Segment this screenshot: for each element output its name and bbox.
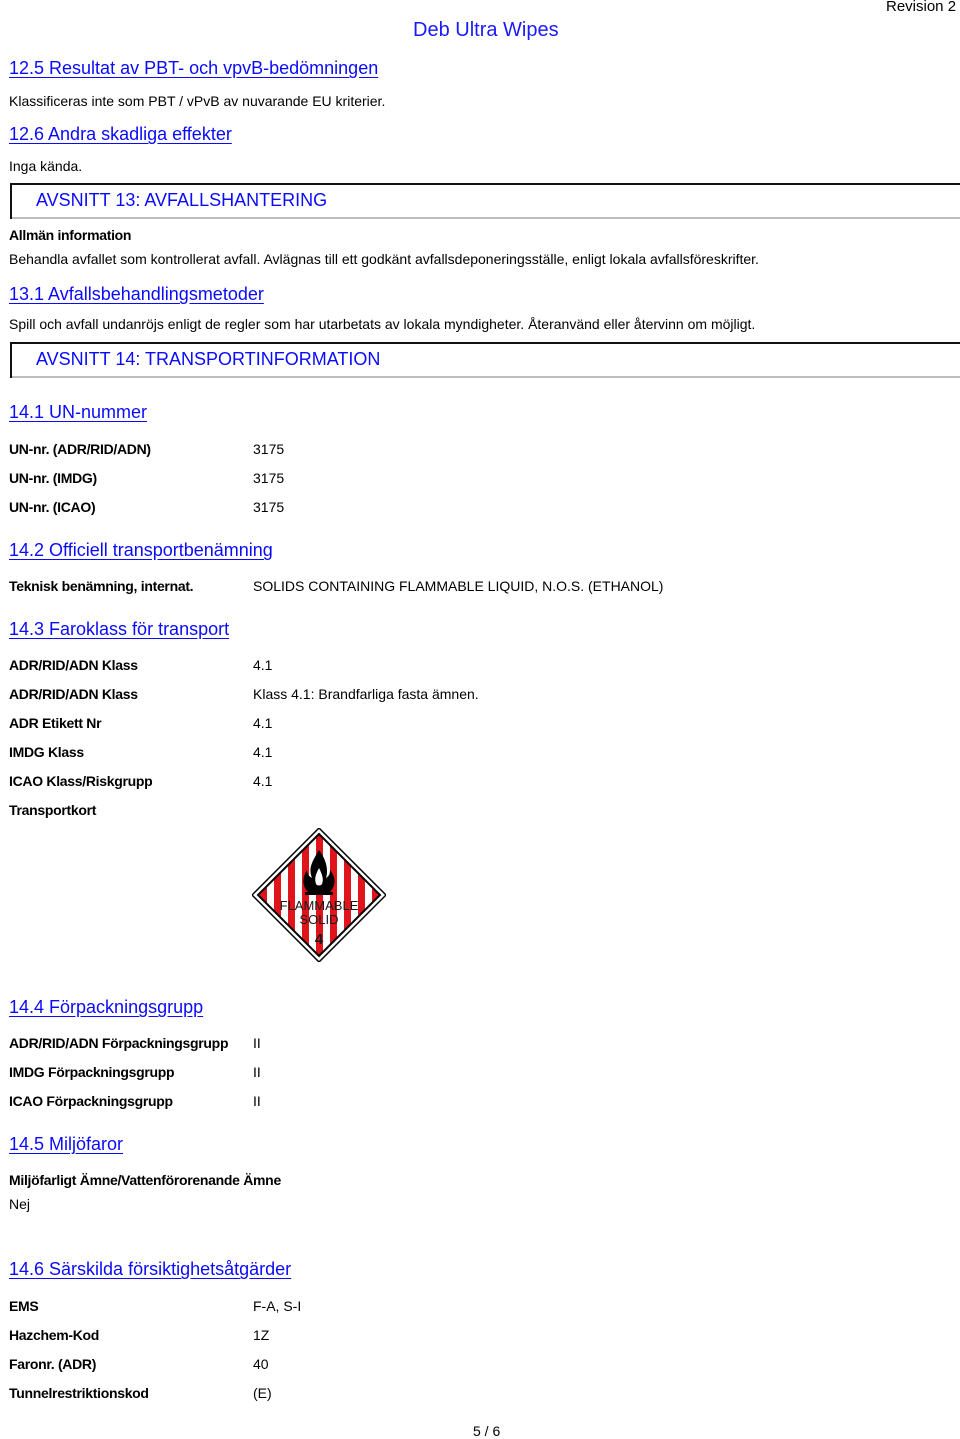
un-nr-adr-value: 3175 [253,441,285,457]
un-nr-adr-label: UN-nr. (ADR/RID/ADN) [9,441,151,457]
hazchem-value: 1Z [253,1327,270,1343]
ems-label: EMS [9,1298,39,1314]
env-hazard-value: Nej [9,1196,31,1212]
placard-stripe [344,828,351,962]
heading-14-4: 14.4 Förpackningsgrupp [9,997,204,1017]
page-number: 5 / 6 [473,1423,501,1439]
icao-class-value: 4.1 [253,773,273,789]
adr-class-value: 4.1 [253,657,273,673]
un-nr-icao-label: UN-nr. (ICAO) [9,499,96,515]
adr-packing-label: ADR/RID/ADN Förpackningsgrupp [9,1035,229,1051]
placard-stripe [260,828,267,962]
heading-12-5: 12.5 Resultat av PBT- och vpvB-bedömningen [9,58,379,78]
placard-line2: SOLID [299,912,339,927]
section-13-band [10,183,960,219]
heading-12-6: 12.6 Andra skadliga effekter [9,124,232,144]
document-title: Deb Ultra Wipes [413,19,559,41]
heading-13-1: 13.1 Avfallsbehandlingsmetoder [9,284,264,304]
un-nr-imdg-value: 3175 [253,470,285,486]
placard-stripe [274,828,281,962]
transport-card-label: Transportkort [9,802,97,818]
imdg-packing-label: IMDG Förpackningsgrupp [9,1064,175,1080]
imdg-class-value: 4.1 [253,744,273,760]
ems-value: F-A, S-I [253,1298,302,1314]
imdg-class-label: IMDG Klass [9,744,84,760]
technical-name-label: Teknisk benämning, internat. [9,578,194,594]
placard-stripe [372,828,379,962]
section-14-title: AVSNITT 14: TRANSPORTINFORMATION [36,349,381,369]
revision-label: Revision 2 [886,0,957,15]
hazard-nr-value: 40 [253,1356,269,1372]
placard-line1: FLAMMABLE [279,898,359,913]
flammable-solid-placard-svg [252,828,386,962]
heading-14-3: 14.3 Faroklass för transport [9,619,230,639]
tunnel-code-value: (E) [253,1385,272,1401]
un-nr-imdg-label: UN-nr. (IMDG) [9,470,97,486]
hazchem-label: Hazchem-Kod [9,1327,100,1343]
general-info-text: Behandla avfallet som kontrollerat avfall. Avlägnas till ett godkänt avfallsdeponeringsställe, enligt lokala avfallsföreskrifter. [9,251,759,267]
imdg-packing-value: II [253,1064,261,1080]
icao-packing-label: ICAO Förpackningsgrupp [9,1093,173,1109]
section-14-band [10,342,960,378]
tunnel-code-label: Tunnelrestriktionskod [9,1385,149,1401]
hazard-nr-label: Faronr. (ADR) [9,1356,97,1372]
general-info-label: Allmän information [9,227,132,243]
icao-class-label: ICAO Klass/Riskgrupp [9,773,153,789]
adr-label-nr-value: 4.1 [253,715,273,731]
flammable-solid-placard [252,828,386,962]
heading-14-5: 14.5 Miljöfaror [9,1134,124,1154]
un-nr-icao-value: 3175 [253,499,285,515]
adr-class-desc-label: ADR/RID/ADN Klass [9,686,138,702]
adr-label-nr-label: ADR Etikett Nr [9,715,102,731]
env-hazard-label: Miljöfarligt Ämne/Vattenförorenande Ämne [9,1172,281,1188]
text-13-1: Spill och avfall undanröjs enligt de regler som har utarbetats av lokala myndigheter. Återanvänd eller återvinn om möjligt. [9,316,756,332]
adr-class-desc-value: Klass 4.1: Brandfarliga fasta ämnen. [253,686,479,702]
adr-class-label: ADR/RID/ADN Klass [9,657,138,673]
heading-14-6: 14.6 Särskilda försiktighetsåtgärder [9,1259,292,1279]
icao-packing-value: II [253,1093,261,1109]
placard-number: 4 [314,931,324,948]
placard-stripe [288,828,295,962]
technical-name-value: SOLIDS CONTAINING FLAMMABLE LIQUID, N.O.S. (ETHANOL) [253,578,664,594]
text-12-6: Inga kända. [9,158,83,174]
heading-14-2: 14.2 Officiell transportbenämning [9,540,273,560]
heading-14-1: 14.1 UN-nummer [9,402,148,422]
adr-packing-value: II [253,1035,261,1051]
text-12-5: Klassificeras inte som PBT / vPvB av nuvarande EU kriterier. [9,93,386,109]
section-13-title: AVSNITT 13: AVFALLSHANTERING [36,190,328,210]
placard-stripe [358,828,365,962]
